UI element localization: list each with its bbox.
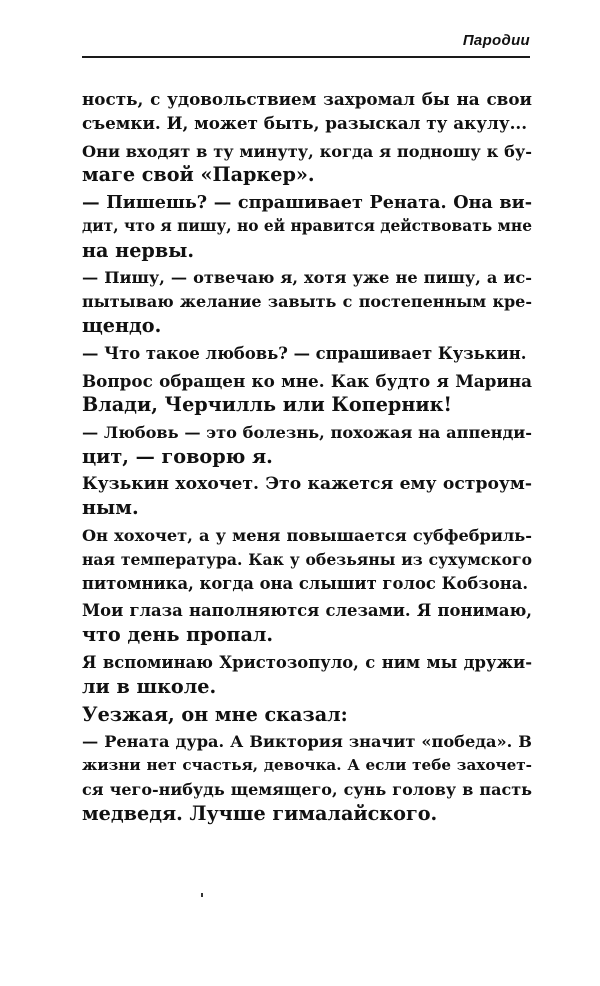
text-line: цит, — говорю я. bbox=[82, 444, 273, 468]
text-line: Они входят в ту минуту, когда я подношу к бу- bbox=[82, 141, 532, 161]
text-line: ная температура. Как у обезьяны из сухумского bbox=[82, 549, 532, 569]
text-line: на нервы. bbox=[82, 238, 195, 262]
text-line: Кузькин хохочет. Это кажется ему остроум- bbox=[82, 473, 532, 494]
text-line: Уезжая, он мне сказал: bbox=[82, 702, 348, 726]
text-line: жизни нет счастья, девочка. А если тебе захочет- bbox=[82, 756, 532, 775]
page-header bbox=[82, 30, 530, 58]
body-text bbox=[82, 88, 532, 825]
text-line: — Любовь — это болезнь, похожая на аппенди- bbox=[82, 423, 532, 443]
text-line: Он хохочет, а у меня повышается субфебриль- bbox=[82, 526, 532, 546]
text-line: ся чего-нибудь щемящего, сунь голову в пасть bbox=[82, 779, 532, 799]
text-line: питомника, когда она слышит голос Кобзона. bbox=[82, 573, 529, 593]
running-head-title: Пародии bbox=[462, 32, 530, 49]
text-line: — Пишу, — отвечаю я, хотя уже не пишу, а ис- bbox=[82, 268, 532, 288]
text-line: ность, с удовольствием захромал бы на свои bbox=[82, 89, 532, 109]
text-line: — Рената дура. А Виктория значит «победа». В bbox=[82, 732, 532, 752]
text-line: маге свой «Паркер». bbox=[82, 163, 315, 187]
text-line: — Пишешь? — спрашивает Рената. Она ви- bbox=[82, 192, 532, 214]
text-line: дит, что я пишу, но ей нравится действовать мне bbox=[82, 216, 532, 235]
text-line: — Что такое любовь? — спрашивает Кузькин. bbox=[82, 343, 527, 363]
text-line: съемки. И, может быть, разыскал ту акулу... bbox=[82, 112, 528, 133]
text-line: ли в школе. bbox=[82, 674, 217, 698]
text-line: медведя. Лучше гималайского. bbox=[82, 801, 438, 825]
text-line: пытываю желание завыть с постепенным кре- bbox=[82, 292, 532, 312]
print-speck-mark bbox=[201, 893, 203, 897]
text-line: Влади, Черчилль или Коперник! bbox=[82, 393, 452, 417]
text-line: что день пропал. bbox=[82, 623, 274, 647]
text-line: Вопрос обращен ко мне. Как будто я Марина bbox=[82, 370, 532, 391]
text-line: Я вспоминаю Христозопуло, с ним мы дружи- bbox=[82, 653, 532, 672]
text-line: ным. bbox=[82, 496, 139, 520]
text-line: Мои глаза наполняются слезами. Я понимаю, bbox=[82, 601, 532, 621]
text-line: щендо. bbox=[82, 313, 162, 337]
